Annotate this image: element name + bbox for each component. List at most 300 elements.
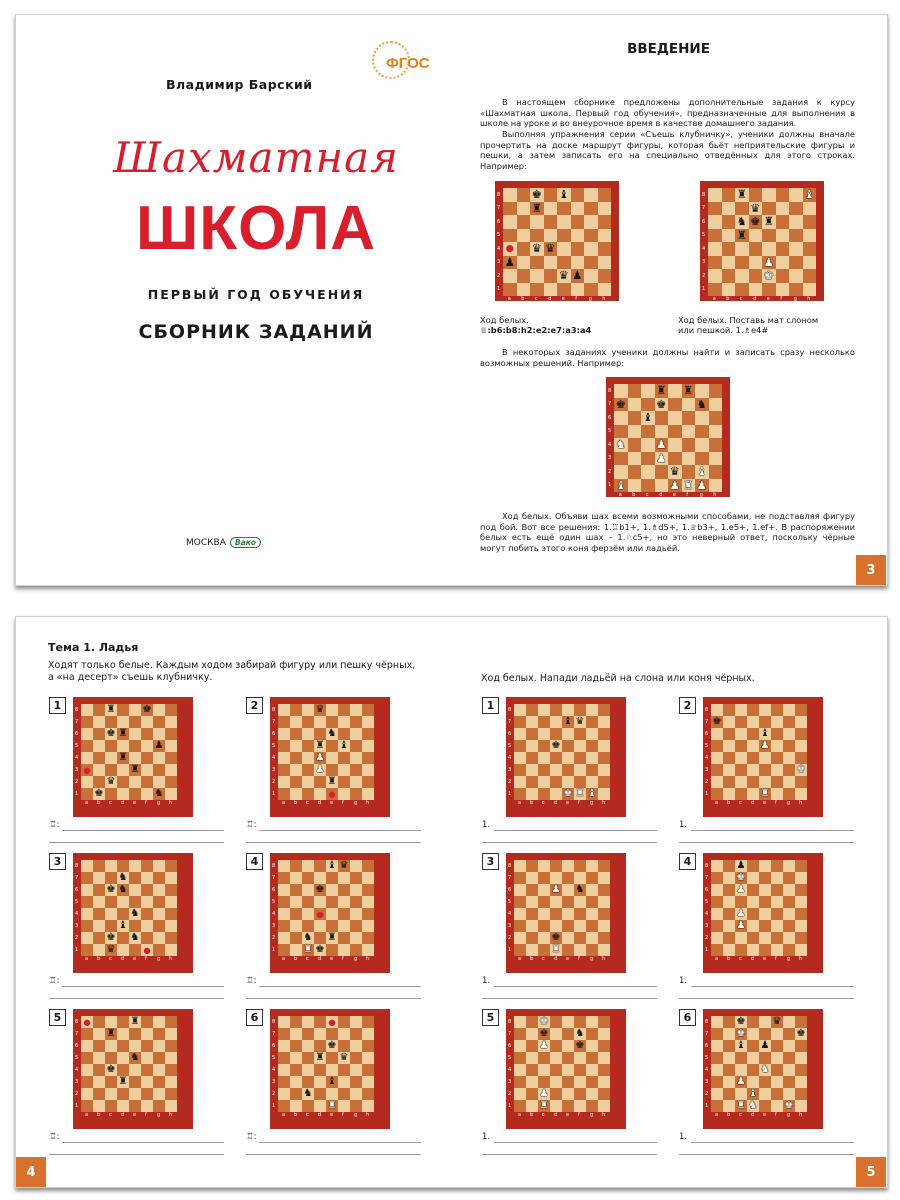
white-king-icon: ♚ — [539, 1015, 549, 1027]
board-square — [668, 452, 682, 466]
board-square — [783, 1064, 795, 1076]
board-square — [129, 860, 141, 872]
board-square — [783, 908, 795, 920]
board-square — [795, 920, 807, 932]
white-king-icon: ♚ — [796, 763, 806, 775]
board-square — [747, 1088, 759, 1100]
board-square — [338, 1028, 350, 1040]
answer-line[interactable] — [246, 998, 421, 999]
answer-line[interactable] — [482, 1154, 657, 1155]
board-square — [517, 283, 531, 297]
rank-label: 2 — [272, 779, 276, 785]
black-rook-icon: ♜ — [656, 383, 667, 398]
rank-label: 1 — [272, 947, 276, 953]
rank-label: 6 — [272, 887, 276, 893]
board-square — [759, 1028, 771, 1040]
answer-line[interactable] — [62, 1142, 224, 1143]
board-square — [314, 764, 326, 776]
black-bishop-icon: ♝ — [642, 410, 653, 425]
board-square — [574, 896, 586, 908]
board-square — [574, 1100, 586, 1112]
white-pawn-icon: ♟ — [736, 883, 746, 895]
answer-line[interactable] — [259, 830, 421, 831]
board-square — [682, 384, 696, 398]
answer-line[interactable] — [691, 1142, 854, 1143]
board-square — [795, 1064, 807, 1076]
board-square — [735, 242, 749, 256]
board-square — [362, 740, 374, 752]
board-square — [709, 398, 723, 412]
board-square — [711, 1064, 723, 1076]
file-label: c — [542, 1112, 545, 1118]
board-square — [538, 944, 550, 956]
file-label: e — [763, 1112, 767, 1118]
board-square — [105, 896, 117, 908]
board-square — [735, 1028, 747, 1040]
board-square — [747, 1016, 759, 1028]
board-square — [350, 1076, 362, 1088]
answer-line[interactable] — [691, 986, 854, 987]
board-square — [711, 728, 723, 740]
board-square — [105, 1052, 117, 1064]
board-square — [141, 908, 153, 920]
board-square — [117, 728, 129, 740]
board-square — [586, 1016, 598, 1028]
rank-label: 8 — [702, 191, 706, 198]
board-square — [165, 920, 177, 932]
board-square — [562, 1100, 574, 1112]
board-square — [81, 1016, 93, 1028]
board-square — [747, 896, 759, 908]
board-square — [574, 1016, 586, 1028]
board-square — [771, 752, 783, 764]
board-square — [550, 728, 562, 740]
file-label: d — [751, 956, 755, 962]
board-square — [795, 1100, 807, 1112]
board-square — [711, 872, 723, 884]
board-square — [550, 764, 562, 776]
answer-line[interactable] — [246, 842, 421, 843]
board-square — [586, 716, 598, 728]
board-square — [759, 884, 771, 896]
rank-label: 6 — [497, 218, 501, 225]
white-pawn-icon: ♟ — [736, 907, 746, 919]
board-square — [598, 704, 610, 716]
board-square — [362, 764, 374, 776]
board-square — [81, 776, 93, 788]
board-square — [722, 229, 736, 243]
board-square — [735, 752, 747, 764]
file-label: c — [306, 1112, 309, 1118]
board-square — [326, 1064, 338, 1076]
black-bishop-icon: ♝ — [760, 727, 770, 739]
board-square — [795, 1040, 807, 1052]
board-square — [105, 1076, 117, 1088]
board-square — [81, 716, 93, 728]
board-square — [538, 920, 550, 932]
board-square — [290, 872, 302, 884]
black-bishop-icon: ♝ — [558, 187, 569, 202]
board-square — [503, 202, 517, 216]
white-pawn-icon: ♟ — [696, 477, 707, 492]
board-square — [326, 740, 338, 752]
board-square — [129, 932, 141, 944]
board-square — [598, 202, 612, 216]
black-queen-icon: ♛ — [558, 268, 569, 283]
board-square — [783, 776, 795, 788]
board-square — [93, 860, 105, 872]
board-square — [129, 764, 141, 776]
rank-label: 5 — [508, 899, 512, 905]
exercise-board-right-3 — [506, 853, 626, 973]
black-king-icon: ♚ — [750, 214, 761, 229]
file-label: c — [534, 296, 538, 302]
board-square — [141, 752, 153, 764]
board-square — [338, 764, 350, 776]
board-square — [723, 740, 735, 752]
board-square — [598, 1100, 610, 1112]
exercise-board-right-5 — [506, 1009, 626, 1129]
board-square — [514, 1100, 526, 1112]
board-square — [93, 728, 105, 740]
board-square — [117, 764, 129, 776]
file-label: g — [354, 800, 358, 806]
board-square — [278, 1016, 290, 1028]
board-square — [641, 452, 655, 466]
board-square — [598, 716, 610, 728]
board-square — [749, 256, 763, 270]
answer-line[interactable] — [482, 842, 657, 843]
black-queen-icon: ♛ — [339, 1051, 349, 1063]
rank-label: 7 — [508, 1031, 512, 1037]
board-square — [129, 752, 141, 764]
board-square — [695, 465, 709, 479]
board-square — [747, 728, 759, 740]
board-square — [628, 438, 642, 452]
board-square — [803, 256, 817, 270]
board-square — [278, 728, 290, 740]
board-square — [326, 896, 338, 908]
board-square — [598, 215, 612, 229]
rank-label: 7 — [705, 719, 709, 725]
black-knight-icon: ♞ — [575, 883, 585, 895]
file-label: b — [97, 956, 101, 962]
board-square — [735, 944, 747, 956]
answer-line[interactable] — [679, 998, 854, 999]
white-knight-icon: ♞ — [615, 437, 626, 452]
board-square — [526, 1052, 538, 1064]
board-square — [517, 202, 531, 216]
board-square — [314, 860, 326, 872]
black-queen-icon: ♛ — [106, 943, 116, 955]
board-square — [562, 740, 574, 752]
board-squares — [708, 188, 816, 296]
rank-label: 8 — [75, 707, 79, 713]
board-square — [614, 438, 628, 452]
board-square — [302, 1088, 314, 1100]
board-square — [574, 1076, 586, 1088]
rank-label: 6 — [508, 887, 512, 893]
rank-label: 7 — [508, 875, 512, 881]
board-square — [81, 1100, 93, 1112]
answer-line[interactable] — [482, 998, 657, 999]
black-rook-icon: ♜ — [315, 1051, 325, 1063]
exercise-number: 4 — [246, 853, 263, 870]
black-rook-icon: ♜ — [118, 727, 128, 739]
rank-label: 2 — [705, 935, 709, 941]
answer-line[interactable] — [259, 986, 421, 987]
board-square — [362, 1016, 374, 1028]
board-square — [81, 788, 93, 800]
file-label: d — [318, 1112, 322, 1118]
board-square — [803, 188, 817, 202]
board-square — [668, 438, 682, 452]
board-square — [141, 1100, 153, 1112]
board-square — [628, 384, 642, 398]
board-square — [514, 1088, 526, 1100]
board-square — [93, 716, 105, 728]
board-square — [586, 920, 598, 932]
file-label: a — [507, 296, 511, 302]
board-square — [326, 944, 338, 956]
board-square — [105, 1064, 117, 1076]
board-square — [153, 872, 165, 884]
board-square — [747, 716, 759, 728]
file-label: h — [602, 1112, 606, 1118]
black-bishop-icon: ♝ — [339, 739, 349, 751]
board-square — [571, 229, 585, 243]
answer-line[interactable] — [246, 1154, 421, 1155]
rank-label: 5 — [75, 899, 79, 905]
rank-label: 8 — [705, 1019, 709, 1025]
answer-line[interactable] — [494, 986, 657, 987]
intro-caption-left-1: Ход белых. — [480, 315, 529, 325]
board-square — [723, 716, 735, 728]
board-square — [314, 920, 326, 932]
board-square — [776, 202, 790, 216]
rank-label: 2 — [75, 935, 79, 941]
board-squares — [278, 704, 374, 800]
board-square — [628, 452, 642, 466]
answer-line[interactable] — [494, 830, 657, 831]
board-square — [723, 764, 735, 776]
board-square — [574, 1088, 586, 1100]
answer-line[interactable] — [679, 842, 854, 843]
board-square — [129, 716, 141, 728]
file-label: f — [578, 800, 580, 806]
file-label: h — [366, 956, 370, 962]
board-square — [655, 465, 669, 479]
board-square — [598, 884, 610, 896]
board-square — [117, 884, 129, 896]
board-square — [526, 764, 538, 776]
board-square — [93, 920, 105, 932]
board-square — [723, 728, 735, 740]
board-square — [362, 860, 374, 872]
board-square — [803, 283, 817, 297]
board-square — [544, 242, 558, 256]
board-square — [338, 740, 350, 752]
board-square — [350, 788, 362, 800]
board-square — [562, 1088, 574, 1100]
board-square — [789, 269, 803, 283]
file-label: c — [109, 956, 112, 962]
board-square — [302, 776, 314, 788]
board-square — [350, 1016, 362, 1028]
board-square — [302, 1100, 314, 1112]
white-pawn-icon: ♟ — [539, 1087, 549, 1099]
answer-line[interactable] — [259, 1142, 421, 1143]
board-square — [278, 932, 290, 944]
white-bishop-icon: ♝ — [696, 464, 707, 479]
board-square — [550, 1040, 562, 1052]
board-square — [682, 465, 696, 479]
board-square — [550, 788, 562, 800]
board-square — [803, 242, 817, 256]
board-square — [557, 256, 571, 270]
board-square — [735, 1100, 747, 1112]
answer-line[interactable] — [49, 1154, 224, 1155]
board-square — [302, 704, 314, 716]
answer-line[interactable] — [691, 830, 854, 831]
file-label: e — [133, 1112, 137, 1118]
board-square — [544, 269, 558, 283]
board-square — [338, 1016, 350, 1028]
board-square — [562, 872, 574, 884]
rank-label: 1 — [508, 791, 512, 797]
board-square — [93, 1076, 105, 1088]
board-square — [514, 752, 526, 764]
board-square — [550, 908, 562, 920]
board-square — [708, 283, 722, 297]
board-square — [314, 932, 326, 944]
board-square — [550, 884, 562, 896]
subtitle-collection: СБОРНИК ЗАДАНИЙ — [138, 321, 374, 343]
board-square — [723, 776, 735, 788]
board-square — [550, 932, 562, 944]
black-queen-icon: ♛ — [772, 1015, 782, 1027]
board-square — [314, 704, 326, 716]
board-square — [723, 944, 735, 956]
board-square — [538, 872, 550, 884]
board-square — [105, 776, 117, 788]
board-square — [503, 242, 517, 256]
board-squares — [81, 1016, 177, 1112]
rank-label: 4 — [508, 755, 512, 761]
board-square — [93, 1016, 105, 1028]
board-square — [598, 1016, 610, 1028]
file-label: f — [145, 956, 147, 962]
board-square — [776, 215, 790, 229]
rank-label: 4 — [497, 245, 501, 252]
rank-label: 5 — [705, 743, 709, 749]
board-square — [302, 1052, 314, 1064]
board-square — [776, 283, 790, 297]
board-square — [302, 884, 314, 896]
rank-label: 3 — [508, 767, 512, 773]
answer-line[interactable] — [62, 986, 224, 987]
board-square — [771, 740, 783, 752]
board-square — [747, 740, 759, 752]
board-square — [574, 944, 586, 956]
board-square — [526, 740, 538, 752]
board-square — [571, 256, 585, 270]
board-square — [165, 932, 177, 944]
board-square — [735, 788, 747, 800]
board-square — [105, 788, 117, 800]
subtitle-year: ПЕРВЫЙ ГОД ОБУЧЕНИЯ — [147, 287, 365, 302]
board-square — [747, 1100, 759, 1112]
board-square — [771, 1028, 783, 1040]
board-square — [165, 1088, 177, 1100]
white-king-icon: ♚ — [736, 871, 746, 883]
intro-caption-right-1: Ход белых. Поставь мат слоном — [678, 315, 819, 325]
board-square — [574, 872, 586, 884]
board-square — [735, 202, 749, 216]
board-square — [723, 1076, 735, 1088]
board-square — [795, 1076, 807, 1088]
board-square — [141, 788, 153, 800]
board-square — [326, 788, 338, 800]
board-square — [557, 215, 571, 229]
board-square — [668, 465, 682, 479]
file-label: a — [282, 956, 286, 962]
board-square — [165, 944, 177, 956]
board-square — [153, 1076, 165, 1088]
board-square — [574, 1028, 586, 1040]
rank-label: 4 — [75, 755, 79, 761]
file-label: f — [775, 956, 777, 962]
board-square — [723, 1064, 735, 1076]
board-square — [749, 188, 763, 202]
board-square — [105, 884, 117, 896]
board-square — [290, 776, 302, 788]
board-square — [641, 438, 655, 452]
board-square — [655, 479, 669, 493]
answer-line[interactable] — [494, 1142, 657, 1143]
board-square — [759, 752, 771, 764]
file-label: a — [715, 1112, 719, 1118]
file-label: b — [727, 1112, 731, 1118]
rank-label: 1 — [75, 791, 79, 797]
rank-label: 3 — [497, 259, 501, 266]
rank-label: 6 — [75, 887, 79, 893]
board-square — [314, 752, 326, 764]
answer-line[interactable] — [62, 830, 224, 831]
black-king-icon: ♚ — [327, 1039, 337, 1051]
board-square — [526, 788, 538, 800]
file-label: h — [169, 1112, 173, 1118]
black-rook-icon: ♜ — [130, 1015, 140, 1027]
board-square — [538, 932, 550, 944]
board-square — [584, 256, 598, 270]
rank-label: 4 — [705, 911, 709, 917]
rank-label: 5 — [272, 899, 276, 905]
board-square — [586, 884, 598, 896]
board-square — [538, 716, 550, 728]
answer-line[interactable] — [679, 1154, 854, 1155]
answer-line[interactable] — [49, 842, 224, 843]
board-square — [326, 776, 338, 788]
rank-label: 8 — [497, 191, 501, 198]
rank-label: 5 — [75, 1055, 79, 1061]
board-square — [81, 728, 93, 740]
board-square — [314, 1040, 326, 1052]
black-king-icon: ♚ — [539, 1027, 549, 1039]
file-label: g — [793, 296, 797, 302]
rank-label: 5 — [608, 428, 612, 435]
answer-line[interactable] — [49, 998, 224, 999]
